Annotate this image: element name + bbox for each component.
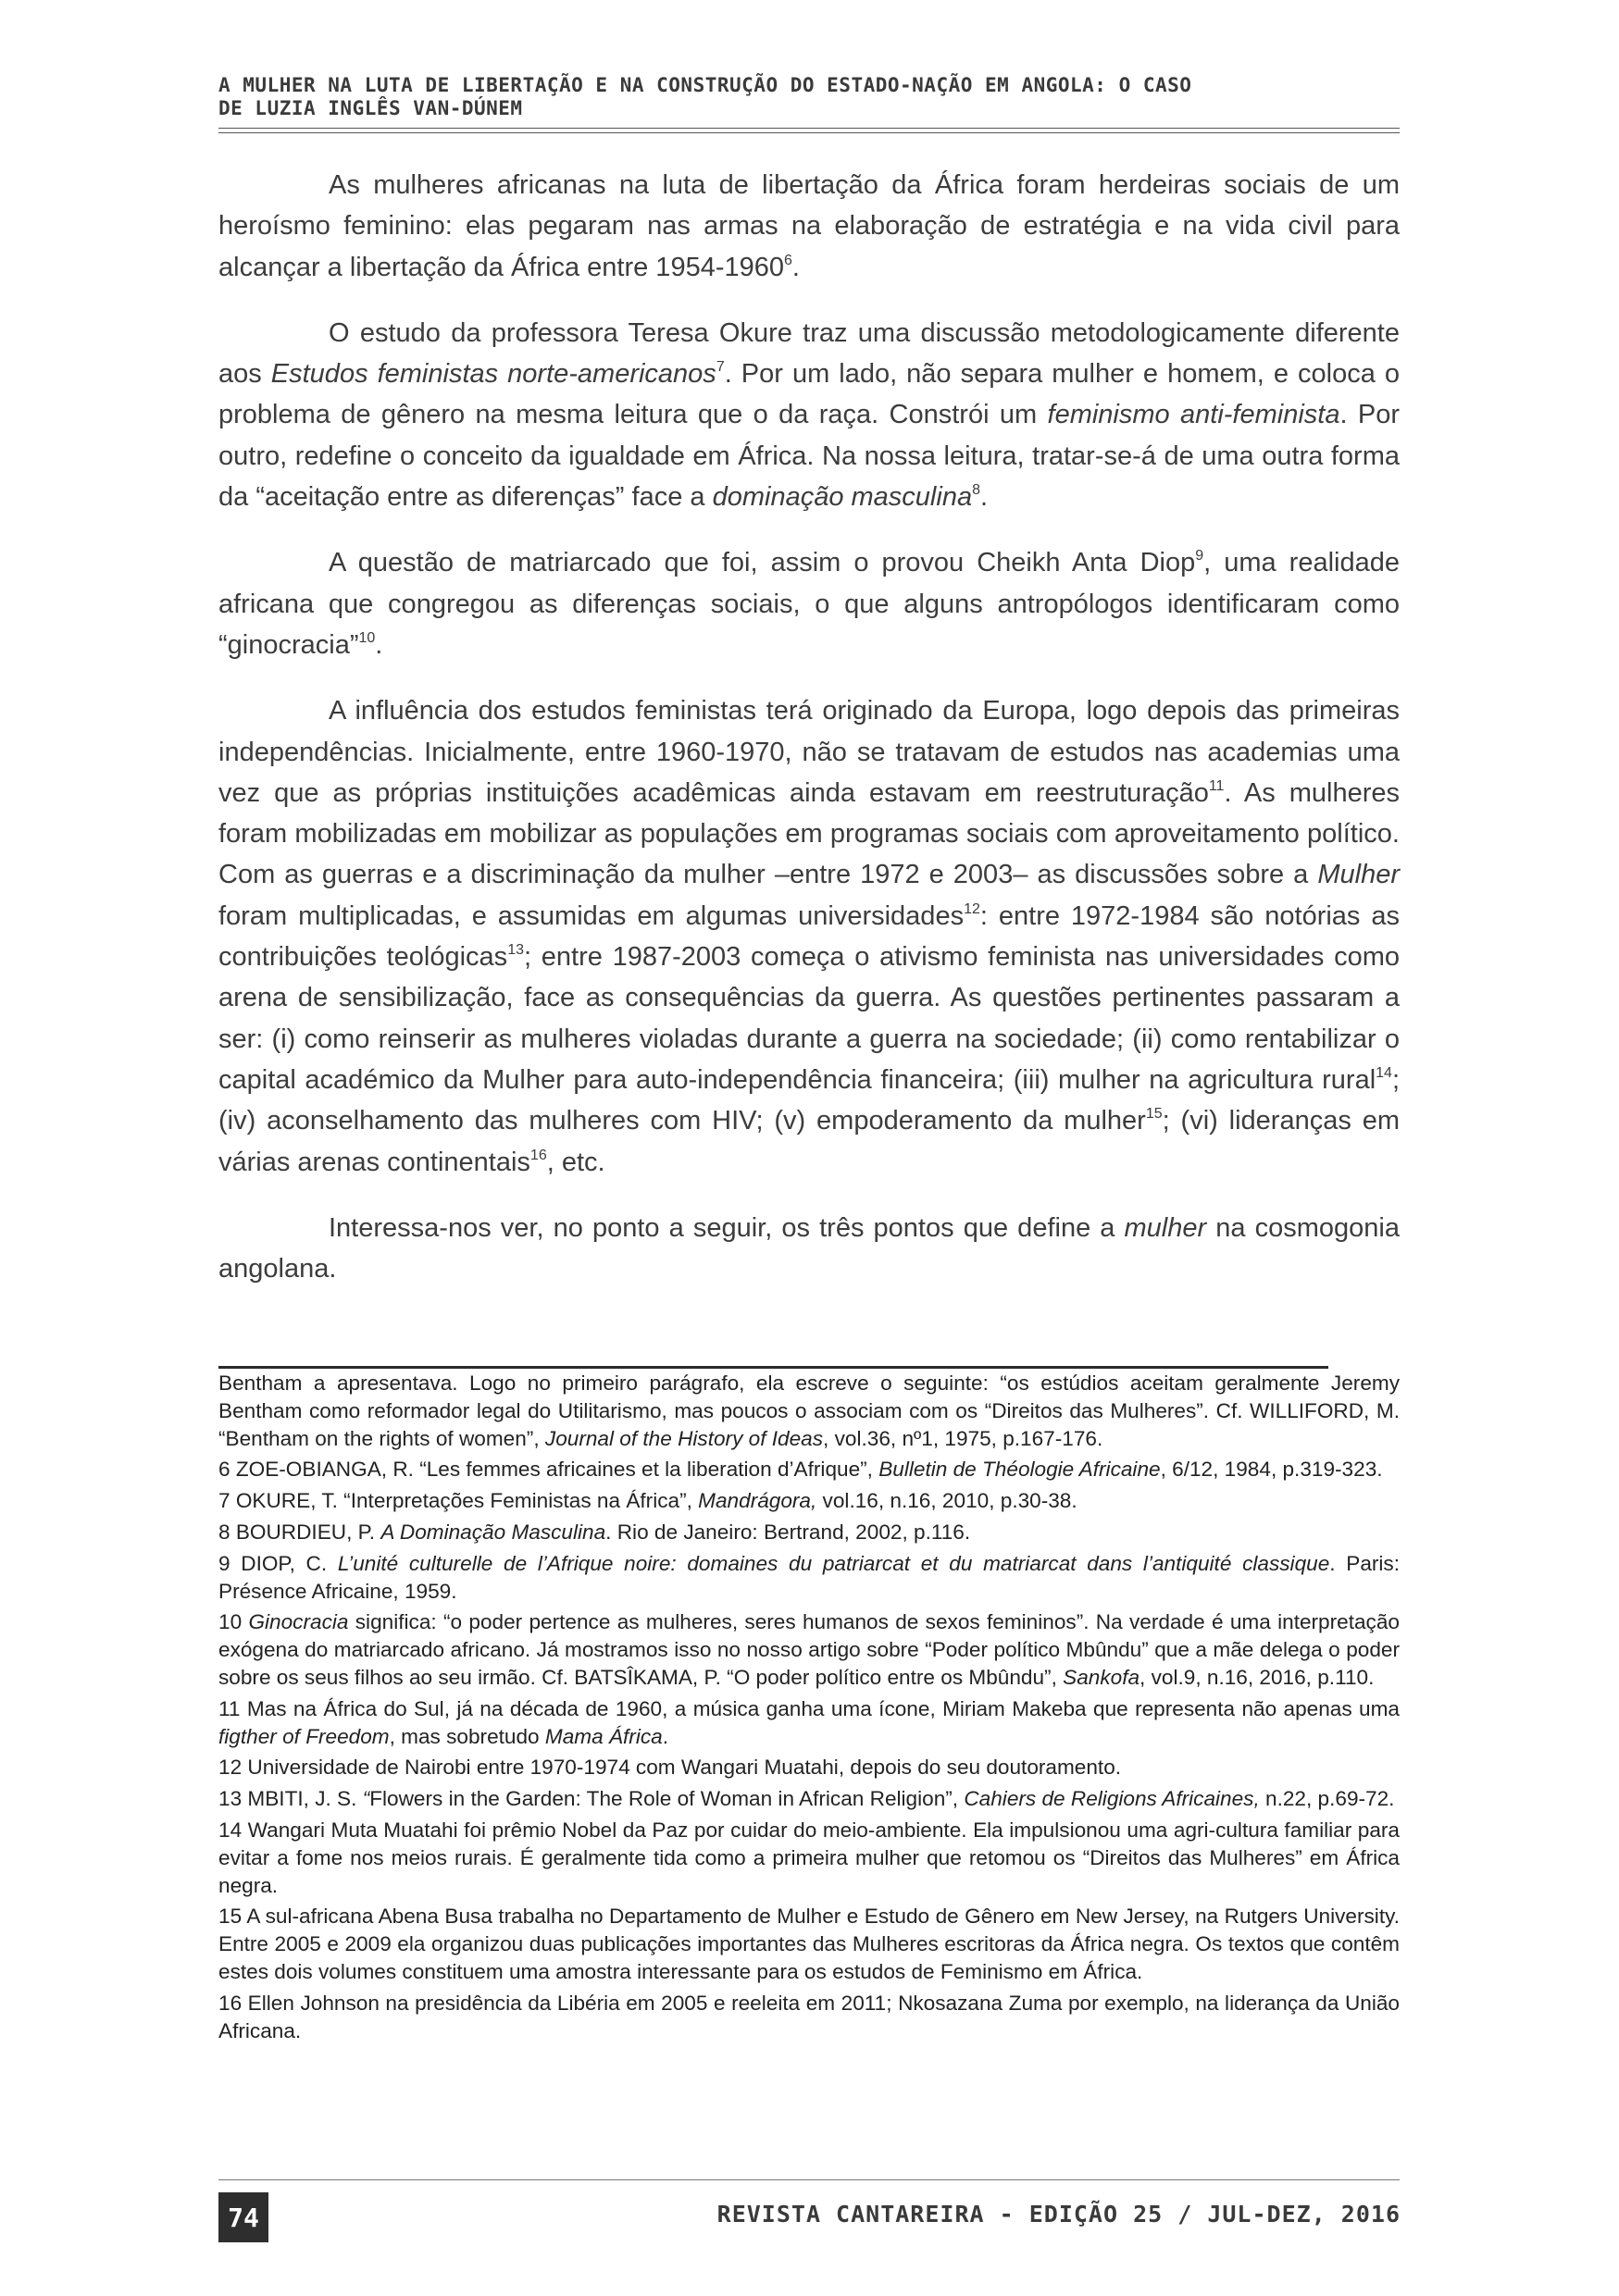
footnote-separator (218, 1366, 1328, 1369)
footnote-11: 11 Mas na África do Sul, já na década de 1960, a música ganha uma ícone, Miriam Makeba que representa não apenas uma figther of Freedom, mas sobretudo Mama África. (218, 1696, 1400, 1748)
footnote-ref-13[interactable]: 13 (507, 942, 524, 959)
header-rule (218, 128, 1400, 133)
footnote-8: 8 BOURDIEU, P. A Dominação Masculina. Rio de Janeiro: Bertrand, 2002, p.116. (218, 1520, 971, 1544)
footnote-ref-12[interactable]: 12 (964, 900, 980, 917)
page-number: 74 (218, 2192, 268, 2242)
header-title-line-2: DE LUZIA INGLÊS VAN-DÚNEM (218, 97, 523, 119)
paragraph-5: Interessa-nos ver, no ponto a seguir, os três pontos que define a mulher na cosmogonia angolana. (218, 1212, 1400, 1285)
footnote-ref-9[interactable]: 9 (1195, 548, 1204, 565)
paragraph-3: A questão de matriarcado que foi, assim o provou Cheikh Anta Diop$^9$, uma realidade africana que congregou as diferenças sociais, o que alguns antropólogos identificaram como “ginocracia”$^{10}$. (218, 548, 1400, 660)
footnote-ref-11[interactable]: 11 (1208, 777, 1225, 794)
footnote-7: 7 OKURE, T. “Interpretações Feministas na África”, Mandrágora, vol.16, n.16, 2010, p.30-38. (218, 1489, 1077, 1513)
footnote-ref-14[interactable]: 14 (1376, 1064, 1392, 1081)
footer-rule (218, 2179, 1400, 2180)
paragraph-4: A influência dos estudos feministas terá originado da Europa, logo depois das primeiras independências. Inicialmente, entre 1960-1970, não se tratavam de estudos nas academias uma vez que as próprias instituições acadêmicas ainda estavam em reestruturação$^{11}$. As mulheres foram mobilizadas em mobilizar as populações em programas sociais com aproveitamento político. Com as guerras e a discriminação da mulher –entre 1972 e 2003– as discussões sobre a Mulher foram multiplicadas, e assumidas em algumas universidades$^{12}$: entre 1972-1984 são notórias as contribuições teológicas$^{13}$; entre 1987-2003 começa o ativismo feminista nas universidades como arena de sensibilização, face as consequências da guerra. As questões pertinentes passaram a ser: (i) como reinserir as mulheres violadas durante a guerra na sociedade; (ii) como rentabilizar o capital académico da Mulher para auto-independência financeira; (iii) mulher na agricultura rural$^{14}$; (iv) aconselhamento das mulheres com HIV; (v) empoderamento da mulher$^{15}$; (vi) lideranças em várias arenas continentais$^{16}$, etc. (218, 696, 1401, 1177)
paragraph-2: O estudo da professora Teresa Okure traz uma discussão metodologicamente diferente aos Estudos feministas norte-americanos$^7$. Por um lado, não separa mulher e homem, e coloca o problema de gênero na mesma leitura que o da raça. Constrói um feminismo anti-feminista. Por outro, redefine o conceito da igualdade em África. Na nossa leitura, tratar-se-á de uma outra forma da “aceitação entre as diferenças” face a dominação masculina$^8$. (218, 317, 1401, 513)
footnote-16: 16 Ellen Johnson na presidência da Libéria em 2005 e reeleita em 2011; Nkosazana Zuma por exemplo, na liderança da União Africana. (218, 1991, 1400, 2042)
footnote-ref-10[interactable]: 10 (358, 629, 376, 646)
paragraph-1: As mulheres africanas na luta de libertação da África foram herdeiras sociais de um heroísmo feminino: elas pegaram nas armas na elaboração de estratégia e na vida civil para alcançar a libertação da África entre 1954-1960$^6$. (218, 170, 1400, 282)
footnotes (218, 1370, 1400, 2048)
header-title-line-1: A MULHER NA LUTA DE LIBERTAÇÃO E NA CONSTRUÇÃO DO ESTADO-NAÇÃO EM ANGOLA: O CASO (218, 74, 1192, 96)
footnote-13: 13 MBITI, J. S. “Flowers in the Garden: The Role of Woman in African Religion”, Cahiers de Religions Africaines, n.22, p.69-72. (218, 1787, 1395, 1811)
footnote-6: 6 ZOE-OBIANGA, R. “Les femmes africaines et la liberation d’Afrique”, Bulletin de Théologie Africaine, 6/12, 1984, p.319-323. (218, 1458, 1383, 1482)
footnote-continued: Bentham a apresentava. Logo no primeiro parágrafo, ela escreve o seguinte: “os estúdios aceitam geralmente Jeremy Bentham como reformador legal do Utilitarismo, mas poucos o associam com os “Direitos das Mulheres”. Cf. WILLIFORD, M. “Bentham on the rights of women”, Journal of the History of Ideas, vol.36, nº1, 1975, p.167-176. (218, 1371, 1400, 1450)
footnote-ref-8[interactable]: 8 (972, 482, 980, 499)
footnote-12: 12 Universidade de Nairobi entre 1970-1974 com Wangari Muatahi, depois do seu doutoramento. (218, 1756, 1122, 1780)
footnote-10: 10 Ginocracia significa: “o poder pertence as mulheres, seres humanos de sexos femininos”. Na verdade é uma interpretação exógena do matriarcado africano. Já mostramos isso no nosso artigo sobre “Poder político Mbûndu” que a mãe delega o poder sobre os seus filhos ao seu irmão. Cf. BATSÎKAMA, P. “O poder político entre os Mbûndu”, Sankofa, vol.9, n.16, 2016, p.110. (218, 1610, 1400, 1689)
footnote-ref-15[interactable]: 15 (1145, 1106, 1163, 1123)
footnote-ref-7[interactable]: 7 (716, 359, 725, 376)
running-header (218, 74, 1400, 133)
footnote-ref-16[interactable]: 16 (529, 1147, 547, 1163)
footnote-9: 9 DIOP, C. L’unité culturelle de l’Afrique noire: domaines du patriarcat et du matriarcat dans l’antiquité classique. Paris: Présence Africaine, 1959. (218, 1551, 1401, 1603)
footnote-14: 14 Wangari Muta Muatahi foi prêmio Nobel da Paz por cuidar do meio-ambiente. Ela impulsionou uma agri-cultura familiar para evitar a fome nos meios rurais. É geralmente tida como a primeira mulher que retomou os “Direitos das Mulheres” em África negra. (218, 1818, 1400, 1897)
journal-title: REVISTA CANTAREIRA - EDIÇÃO 25 / JUL-DEZ, 2016 (716, 2201, 1401, 2228)
article-body (218, 165, 1400, 1314)
footnote-15: 15 A sul-africana Abena Busa trabalha no Departamento de Mulher e Estudo de Gênero em New Jersey, na Rutgers University. Entre 2005 e 2009 ela organizou duas publicações importantes das Mulheres escritoras da África negra. Os textos que contêm estes dois volumes constituem uma amostra interessante para os estudos de Feminismo em África. (218, 1905, 1400, 1983)
footnote-ref-6[interactable]: 6 (784, 252, 792, 268)
